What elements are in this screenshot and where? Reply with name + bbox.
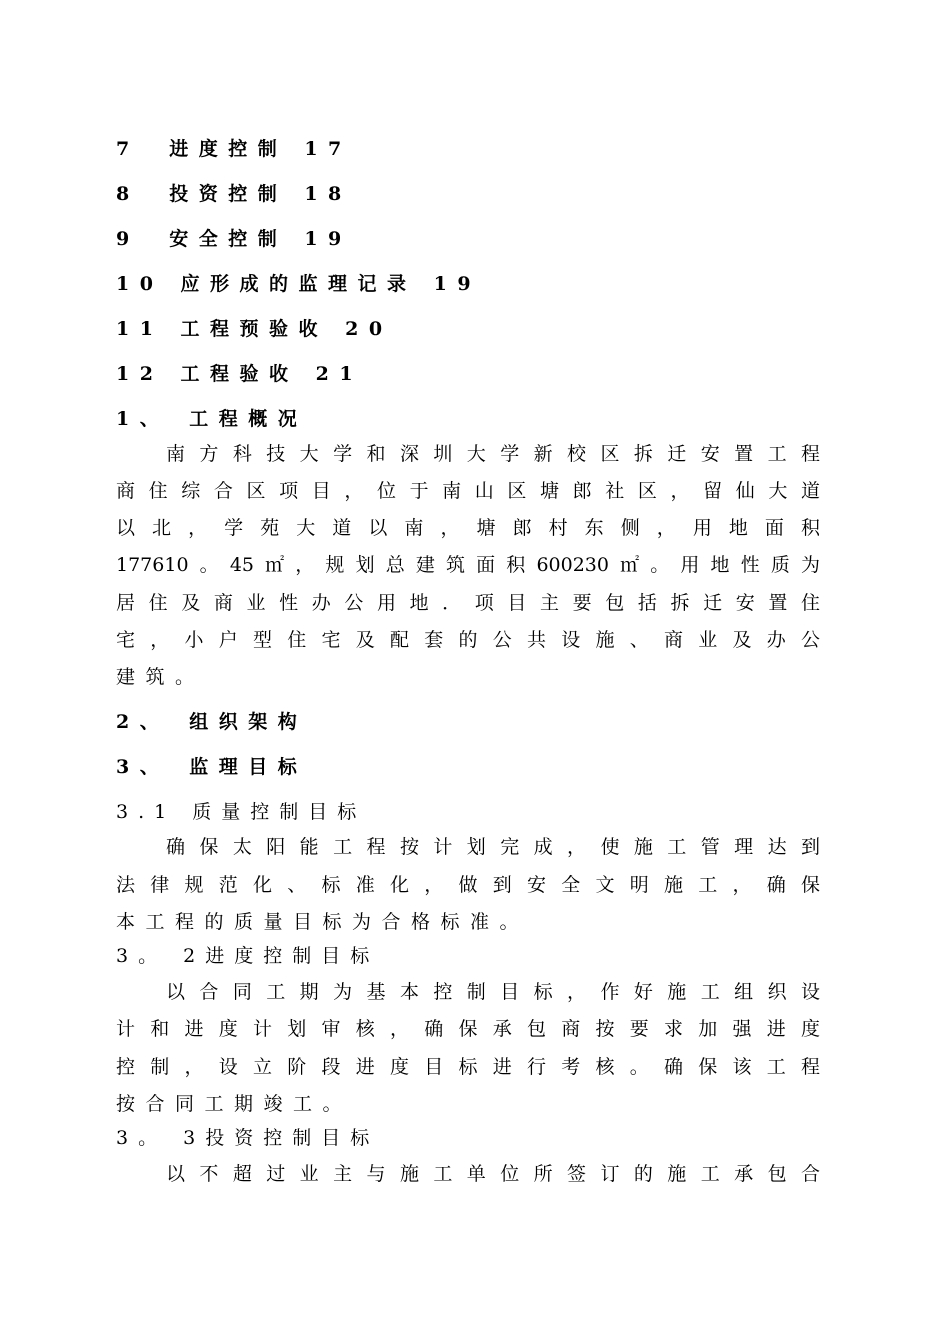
paragraph-line: 本工程的质量目标为合格标准。 — [116, 911, 530, 933]
paragraph-line: 以合同工期为基本控制目标，作好施工组织设 — [166, 981, 820, 1003]
subsection-heading-quality: 3.1 质量控制目标 — [116, 801, 367, 823]
paragraph-line: 按合同工期竣工。 — [116, 1093, 353, 1115]
toc-item-11: 11 工程预验收 20 — [116, 318, 393, 340]
toc-item-12: 12 工程验收 21 — [116, 363, 364, 385]
paragraph-line: 居住及商业性办公用地．项目主要包括拆迁安置住 — [116, 592, 820, 614]
paragraph-line: 宅，小户型住宅及配套的公共设施、商业及办公 — [116, 629, 820, 651]
paragraph-line: 计和进度计划审核，确保承包商按要求加强进度 — [116, 1018, 820, 1040]
section-heading-goals: 3、 监理目标 — [116, 756, 308, 778]
paragraph-line: 建筑。 — [116, 666, 205, 688]
section-heading-organization: 2、 组织架构 — [116, 711, 308, 733]
section-heading-overview: 1、 工程概况 — [116, 408, 308, 430]
paragraph-line: 法律规范化、标准化，做到安全文明施工，确保 — [116, 874, 820, 896]
toc-item-10: 10 应形成的监理记录 19 — [116, 273, 482, 295]
paragraph-line: 控制，设立阶段进度目标进行考核。确保该工程 — [116, 1056, 820, 1078]
paragraph-line: 商住综合区项目，位于南山区塘郎社区，留仙大道 — [116, 480, 820, 502]
paragraph-line: 以北，学苑大道以南，塘郎村东侧，用地面积 — [116, 517, 820, 539]
paragraph-line: 确保太阳能工程按计划完成，使施工管理达到 — [166, 836, 820, 858]
paragraph-line: 南方科技大学和深圳大学新校区拆迁安置工程 — [166, 443, 820, 465]
paragraph-line: 177610。45㎡，规划总建筑面积600230㎡。用地性质为 — [116, 554, 820, 576]
toc-item-8: 8 投资控制 18 — [116, 183, 352, 205]
subsection-heading-schedule: 3。 2进度控制目标 — [116, 945, 380, 967]
paragraph-line: 以不超过业主与施工单位所签订的施工承包合 — [166, 1163, 820, 1185]
subsection-heading-investment: 3。 3投资控制目标 — [116, 1127, 380, 1149]
toc-item-9: 9 安全控制 19 — [116, 228, 352, 250]
toc-item-7: 7 进度控制 17 — [116, 138, 352, 160]
